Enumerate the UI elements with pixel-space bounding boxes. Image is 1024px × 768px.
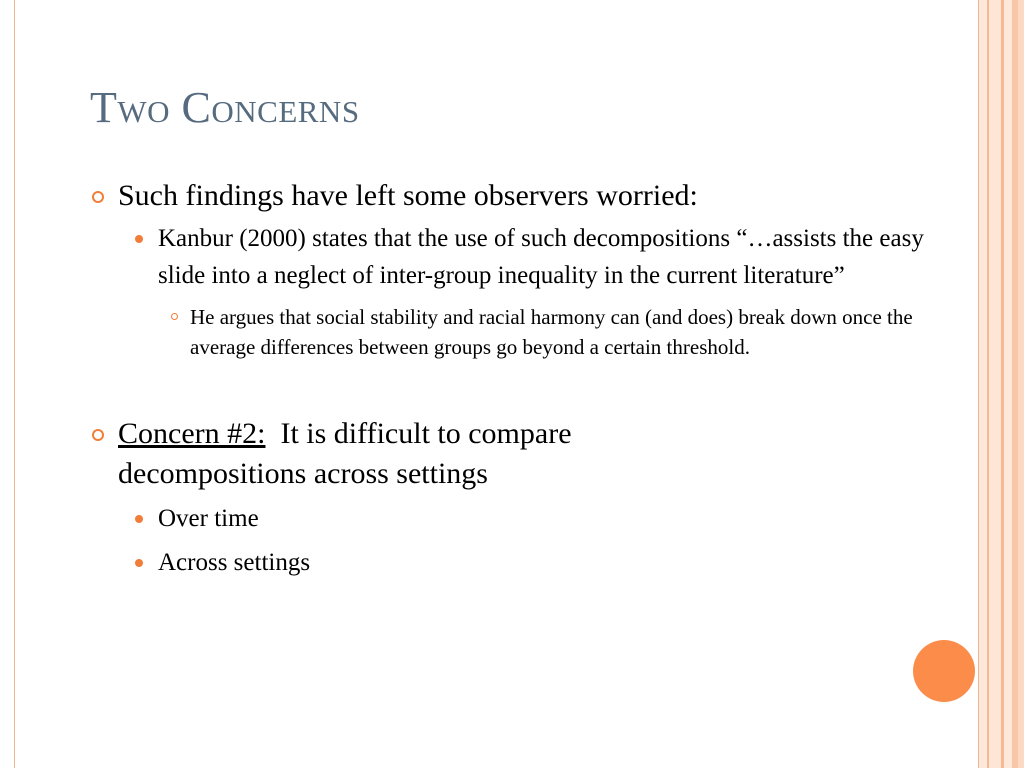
- decorative-circle: [913, 640, 975, 702]
- bullet-text: Over time: [158, 505, 259, 532]
- bullet-text: It is difficult to compare decompositions across settings: [118, 417, 572, 490]
- decorative-stripe: [989, 0, 1001, 768]
- bullet-level3: [190, 302, 950, 362]
- decorative-stripe: [1004, 0, 1012, 768]
- decorative-stripe: [1018, 0, 1024, 768]
- slide-content: [88, 176, 958, 581]
- bullet-level2: [158, 544, 958, 581]
- bullet-text: He argues that social stability and racial harmony can (and does) break down once the average differences between groups go beyond a certain threshold.: [190, 305, 913, 359]
- bullet-level2: [158, 220, 948, 294]
- bullet-text: Such findings have left some observers worried:: [118, 179, 698, 212]
- slide-title: Two Concerns: [90, 83, 360, 132]
- bullet-text: Across settings: [158, 549, 311, 576]
- circle-bullet-icon: [92, 429, 104, 441]
- dot-bullet-icon: [135, 559, 143, 567]
- concern-label: Concern #2:: [118, 417, 266, 450]
- bullet-level1: [88, 414, 758, 494]
- decorative-stripe: [979, 0, 987, 768]
- dot-bullet-icon: [135, 235, 143, 243]
- bullet-level2: [158, 500, 958, 537]
- circle-bullet-icon: [92, 191, 104, 203]
- small-circle-bullet-icon: [171, 313, 178, 320]
- bullet-text: Kanbur (2000) states that the use of such decompositions “…assists the easy slide into a neglect of inter-group inequality in the current literature”: [158, 225, 924, 289]
- dot-bullet-icon: [135, 515, 143, 523]
- bullet-level1: [88, 176, 958, 216]
